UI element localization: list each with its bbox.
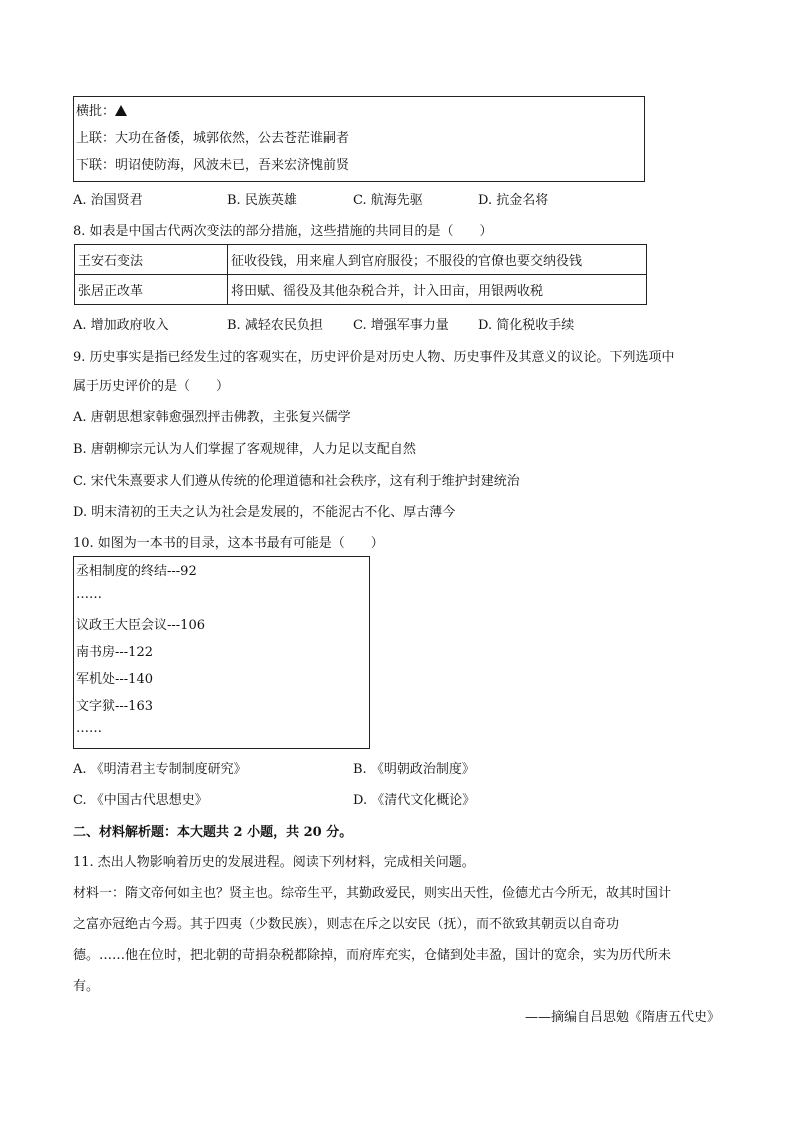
- toc-item: 文字狱---163: [76, 699, 153, 714]
- toc-item: ……: [76, 587, 102, 602]
- q7-option-b: B. 民族英雄: [227, 193, 297, 208]
- table-row: [75, 245, 647, 275]
- q8-option-c: C. 增强军事力量: [353, 318, 449, 333]
- table-cell: 将田赋、徭役及其他杂税合并，计入田亩，用银两收税: [228, 275, 647, 305]
- q9-option-c: C. 宋代朱熹要求人们遵从传统的伦理道德和社会秩序，这有利于维护封建统治: [73, 474, 520, 489]
- table-cell: 征收役钱，用来雇人到官府服役；不服役的官僚也要交纳役钱: [228, 245, 647, 275]
- q8-option-b: B. 减轻农民负担: [227, 318, 323, 333]
- toc-item: 军机处---140: [76, 672, 153, 687]
- toc-item: ……: [76, 721, 102, 736]
- couplet-lower: 下联：明诏使防海，风波未已，吾来宏济愧前贤: [76, 158, 350, 173]
- q9-stem-line1: 9. 历史事实是指已经发生过的客观实在，历史评价是对历史人物、历史事件及其意义的议论。下列选项中: [73, 350, 675, 365]
- q11-source: ——摘编自吕思勉《隋唐五代史》: [524, 1010, 720, 1025]
- q8-table: [74, 244, 647, 305]
- q8-option-a: A. 增加政府收入: [73, 318, 169, 333]
- q10-option-d: D. 《清代文化概论》: [353, 793, 476, 808]
- q10-option-b: B. 《明朝政治制度》: [353, 762, 475, 777]
- triangle-icon: [115, 105, 127, 116]
- q11-stem: 11. 杰出人物影响着历史的发展进程。阅读下列材料，完成相关问题。: [73, 855, 475, 870]
- q11-material-line: 之富亦冠绝古今焉。其于四夷（少数民族），则志在斥之以安民（抚），而不欲致其朝贡以自奇功: [73, 917, 620, 932]
- q10-option-c: C. 《中国古代思想史》: [73, 793, 208, 808]
- q11-material-line: 德。……他在位时，把北朝的苛捐杂税都除掉，而府库充实，仓储到处丰盈，国计的宽余，实为历代所未: [73, 948, 672, 963]
- q11-material-line: 有。: [73, 979, 100, 994]
- q9-option-a: A. 唐朝思想家韩愈强烈抨击佛教，主张复兴儒学: [73, 410, 351, 425]
- table-cell: 张居正改革: [75, 275, 228, 305]
- q9-option-d: D. 明末清初的王夫之认为社会是发展的，不能泥古不化、厚古薄今: [73, 505, 456, 520]
- q9-stem-line2: 属于历史评价的是（ ）: [73, 379, 230, 394]
- couplet-upper: 上联：大功在备倭，城郭依然，公去苍茫谁嗣者: [76, 131, 350, 146]
- table-cell: 王安石变法: [75, 245, 228, 275]
- couplet-horizontal: [76, 100, 127, 119]
- q7-option-d: D. 抗金名将: [478, 193, 549, 208]
- q10-option-a: A. 《明清君主专制制度研究》: [73, 762, 247, 777]
- section-heading: 二、材料解析题：本大题共 2 小题，共 20 分。: [73, 825, 353, 840]
- q7-option-c: C. 航海先驱: [353, 193, 423, 208]
- q11-material-line: 材料一：隋文帝何如主也？贤主也。综帝生平，其勤政爱民，则实出天性，俭德尤古今所无，故其时国计: [73, 886, 672, 901]
- q9-option-b: B. 唐朝柳宗元认为人们掌握了客观规律，人力足以支配自然: [73, 442, 416, 457]
- q8-stem: 8. 如表是中国古代两次变法的部分措施，这些措施的共同目的是（ ）: [73, 224, 493, 239]
- toc-item: 议政王大臣会议---106: [76, 618, 205, 633]
- q7-option-a: A. 治国贤君: [73, 193, 143, 208]
- toc-item: 南书房---122: [76, 645, 153, 660]
- table-row: [75, 275, 647, 305]
- couplet-horizontal-label: 横批：: [76, 104, 116, 119]
- q10-stem: 10. 如图为一本书的目录，这本书最有可能是（ ）: [73, 536, 384, 551]
- toc-item: 丞相制度的终结---92: [76, 564, 197, 579]
- q8-option-d: D. 简化税收手续: [478, 318, 575, 333]
